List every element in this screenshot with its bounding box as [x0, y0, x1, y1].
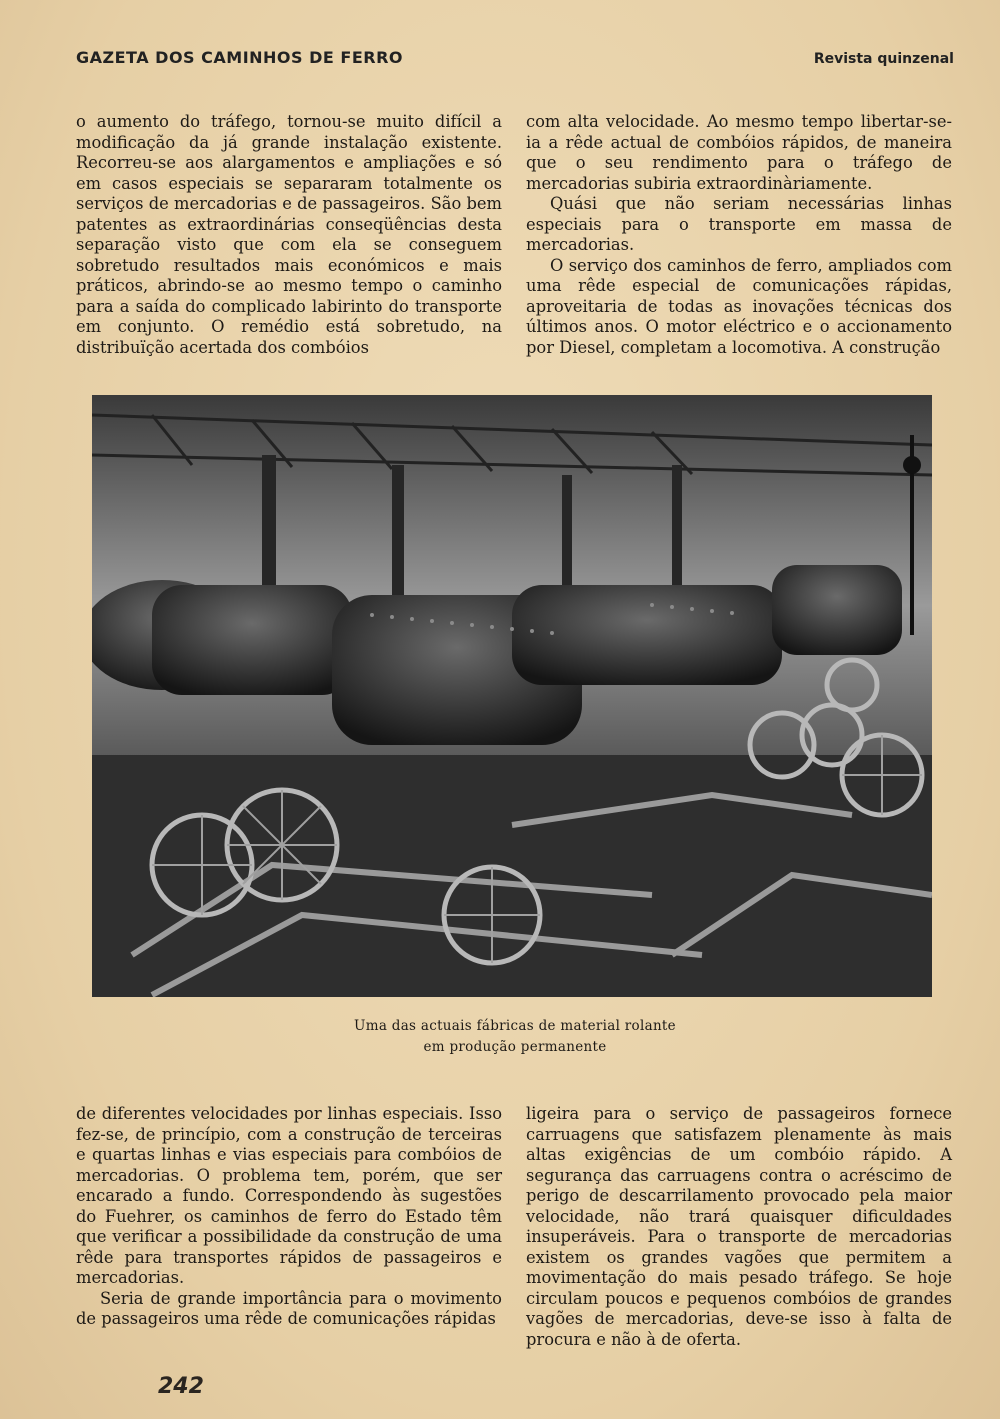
- paragraph: com alta velocidade. Ao mesmo tempo libertar-se-ia a rêde actual de combóios rápidos, de maneira que o seu rendimento para o tráfego de mercadorias subiria extraordinàriamente.: [526, 112, 952, 193]
- column-bottom-left: [76, 1104, 502, 1330]
- caption-line-1: Uma das actuais fábricas de material rolante: [354, 1018, 676, 1034]
- page-header: [76, 48, 954, 74]
- journal-subtitle: Revista quinzenal: [813, 51, 954, 67]
- factory-photo-illustration: [92, 395, 932, 997]
- page-number: 242: [158, 1374, 204, 1399]
- column-top-right: [526, 112, 952, 358]
- caption-line-2: em produção permanente: [423, 1039, 607, 1055]
- paragraph: O serviço dos caminhos de ferro, ampliados com uma rêde especial de comunicações rápidas, aproveitaria de todas as inovações técnicas dos últimos anos. O motor eléctrico e o accionamento por Diesel, completam a locomotiva. A construção: [526, 255, 952, 357]
- paragraph: de diferentes velocidades por linhas especiais. Isso fez-se, de princípio, com a construção de terceiras e quartas linhas e vias especiais para combóios de mercadorias. O problema tem, porém, que ser encarado a fundo. Correspondendo às sugestões do Fuehrer, os caminhos de ferro do Estado têm que verificar a possibilidade da construção de uma rêde para transportes rápidos de passageiros e mercadorias.: [76, 1104, 502, 1287]
- paragraph: Seria de grande importância para o movimento de passageiros uma rêde de comunicações rápidas: [76, 1288, 502, 1328]
- paragraph: Quási que não seriam necessárias linhas especiais para o transporte em massa de mercadorias.: [526, 194, 952, 254]
- factory-photo: [92, 395, 932, 997]
- column-bottom-right: [526, 1104, 952, 1350]
- column-top-left: [76, 112, 502, 358]
- paragraph: o aumento do tráfego, tornou-se muito difícil a modificação da já grande instalação existente. Recorreu-se aos alargamentos e ampliações e só em casos especiais se separaram totalmente os serviços de mercadorias e de passageiros. São bem patentes as extraordinárias conseqüências desta separação visto que com ela se conseguem sobretudo resultados mais económicos e mais práticos, abrindo-se ao mesmo tempo o caminho para a saída do complicado labirinto do transporte em conjunto. O remédio está sobretudo, na distribuïção acertada dos combóios: [76, 112, 502, 357]
- journal-title: GAZETA DOS CAMINHOS DE FERRO: [76, 48, 404, 67]
- paragraph: ligeira para o serviço de passageiros fornece carruagens que satisfazem plenamente às mais altas exigências de um combóio rápido. A segurança das carruagens contra o acréscimo de perigo de descarrilamento provocado pela maior velocidade, não trará quaisquer dificuldades insuperáveis. Para o transporte de mercadorias existem os grandes vagões que permitem a movimentação do mais pesado tráfego. Se hoje circulam poucos e pequenos combóios de grandes vagões de mercadorias, deve-se isso à falta de procura e não à de oferta.: [526, 1104, 952, 1349]
- photo-caption: [0, 1016, 1000, 1058]
